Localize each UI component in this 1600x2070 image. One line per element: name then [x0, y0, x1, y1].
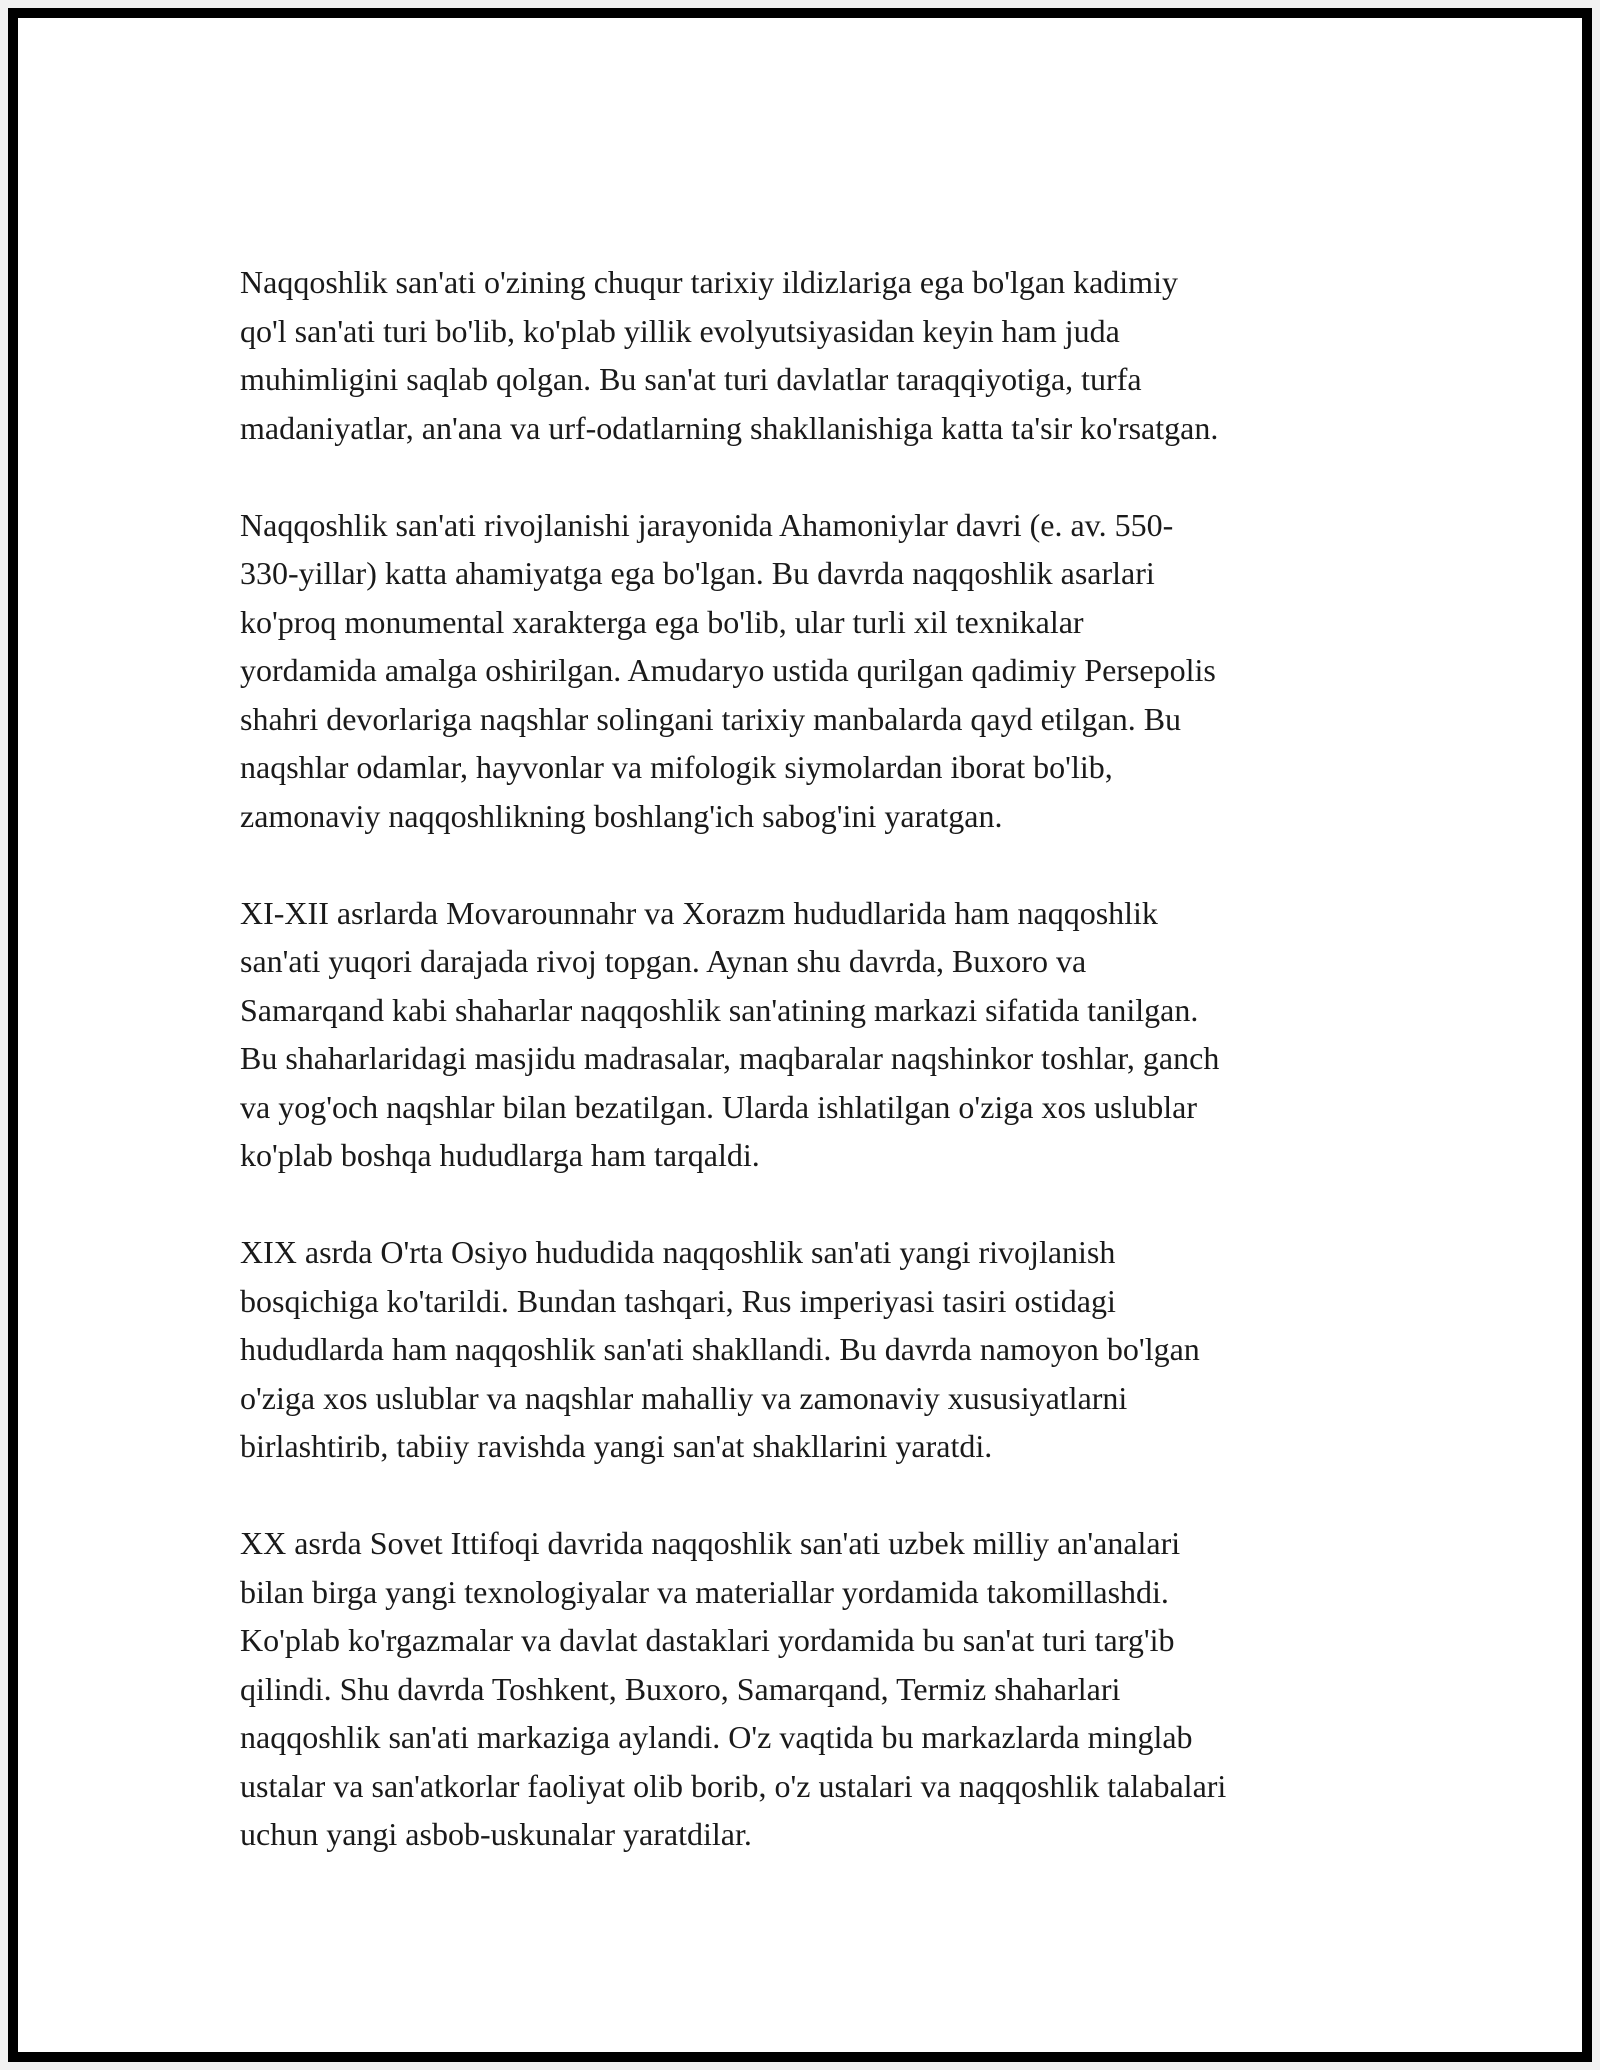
text-line: XIX asrda O'rta Osiyo hududida naqqoshlik san'ati yangi rivojlanish [240, 1234, 1116, 1270]
text-line: XI-XII asrlarda Movarounnahr va Xorazm hududlarida ham naqqoshlik [240, 894, 1158, 931]
text-line: 330-yillar) katta ahamiyatga ega bo'lgan. Bu davrda naqqoshlik asarlari [240, 555, 1155, 591]
text-line: Bu shaharlaridagi masjidu madrasalar, maqbaralar naqshinkor toshlar, ganch [240, 1040, 1220, 1076]
paragraph-5 [240, 1519, 1390, 1859]
text-line: uchun yangi asbob-uskunalar yaratdilar. [240, 1816, 752, 1852]
paragraph-3 [240, 889, 1390, 1180]
document-page [15, 15, 1585, 2055]
paragraph-2 [240, 501, 1390, 841]
text-line: Naqqoshlik san'ati o'zining chuqur tarixiy ildizlariga ega bo'lgan kadimiy [240, 264, 1178, 300]
text-line: Ko'plab ko'rgazmalar va davlat dastaklari yordamida bu san'at turi targ'ib [240, 1622, 1175, 1658]
text-line: Naqqoshlik san'ati rivojlanishi jarayonida Ahamoniylar davri (e. av. 550- [240, 506, 1174, 543]
text-line: qilindi. Shu davrda Toshkent, Buxoro, Samarqand, Termiz shaharlari [240, 1670, 1121, 1707]
text-line: ko'plab boshqa hududlarga ham tarqaldi. [240, 1137, 760, 1173]
text-line: zamonaviy naqqoshlikning boshlang'ich sabog'ini yaratgan. [240, 797, 1003, 834]
text-line: ko'proq monumental xarakterga ega bo'lib, ular turli xil texnikalar [240, 603, 1084, 640]
text-line: Samarqand kabi shaharlar naqqoshlik san'atining markazi sifatida tanilgan. [240, 991, 1199, 1028]
text-line: madaniyatlar, an'ana va urf-odatlarning shakllanishiga katta ta'sir ko'rsatgan. [240, 409, 1219, 446]
text-line: bosqichiga ko'tarildi. Bundan tashqari, Rus imperiyasi tasiri ostidagi [240, 1282, 1116, 1319]
text-line: qo'l san'ati turi bo'lib, ko'plab yillik evolyutsiyasidan keyin ham juda [240, 312, 1120, 349]
document-body [240, 258, 1390, 1907]
text-line: birlashtirib, tabiiy ravishda yangi san'at shakllarini yaratdi. [240, 1428, 993, 1464]
paragraph-1 [240, 258, 1390, 452]
text-line: muhimligini saqlab qolgan. Bu san'at turi davlatlar taraqqiyotiga, turfa [240, 361, 1142, 397]
paragraph-4 [240, 1228, 1390, 1471]
text-line: va yog'och naqshlar bilan bezatilgan. Ularda ishlatilgan o'ziga xos uslublar [240, 1088, 1198, 1125]
text-line: hududlarda ham naqqoshlik san'ati shakllandi. Bu davrda namoyon bo'lgan [240, 1331, 1200, 1367]
text-line: naqshlar odamlar, hayvonlar va mifologik siymolardan iborat bo'lib, [240, 749, 1113, 785]
text-line: san'ati yuqori darajada rivoj topgan. Aynan shu davrda, Buxoro va [240, 943, 1087, 979]
text-line: ustalar va san'atkorlar faoliyat olib borib, o'z ustalari va naqqoshlik talabalari [240, 1767, 1227, 1804]
text-line: yordamida amalga oshirilgan. Amudaryo ustida qurilgan qadimiy Persepolis [240, 652, 1216, 688]
text-line: shahri devorlariga naqshlar solingani tarixiy manbalarda qayd etilgan. Bu [240, 700, 1182, 737]
text-line: naqqoshlik san'ati markaziga aylandi. O'z vaqtida bu markazlarda minglab [240, 1719, 1193, 1755]
text-line: o'ziga xos uslublar va naqshlar mahalliy va zamonaviy xususiyatlarni [240, 1379, 1128, 1416]
text-line: bilan birga yangi texnologiyalar va materiallar yordamida takomillashdi. [240, 1573, 1169, 1610]
text-line: XX asrda Sovet Ittifoqi davrida naqqoshlik san'ati uzbek milliy an'analari [240, 1525, 1181, 1561]
page-border [8, 8, 1592, 2062]
